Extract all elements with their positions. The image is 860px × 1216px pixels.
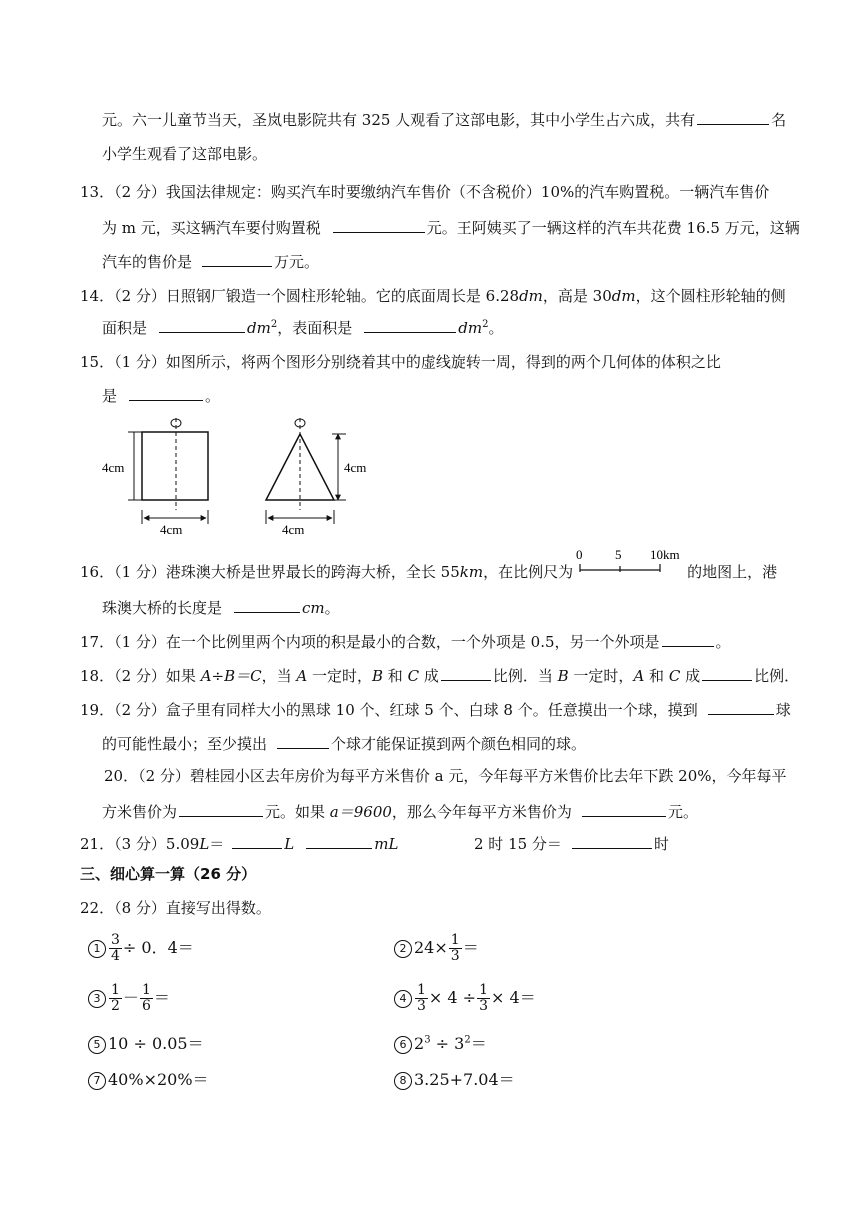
q13-line1: 13．（2 分）我国法律规定：购买汽车时要缴纳汽车售价（不含税价）10%的汽车购置税。一辆汽车售价 (80, 183, 770, 201)
q13-line3: 汽车的售价是 万元。 (102, 250, 319, 272)
q12-line2: 小学生观看了这部电影。 (102, 145, 268, 163)
scale-label-10km: 10km (650, 547, 680, 562)
q22-line: 22．（8 分）直接写出得数。 (80, 899, 271, 917)
q18-blank-1[interactable] (441, 664, 491, 681)
tri-height-label: 4cm (344, 460, 367, 475)
q18-line: 18．（2 分）如果 A÷B＝C，当 A 一定时，B 和 C 成 比例．当 B 一定时，A 和 C 成 比例． (80, 664, 799, 686)
q21-line: 21．（3 分）5.09L＝ L mL (80, 832, 398, 854)
question-number: 17． (80, 633, 115, 651)
q13-blank-2[interactable] (202, 250, 272, 267)
q17-line: 17．（1 分）在一个比例里两个内项的积是最小的合数，一个外项是 0.5，另一个外项是 。 (80, 630, 731, 652)
q16-line1: 16．（1 分）港珠澳大桥是世界最长的跨海大桥，全长 55km，在比例尺为 的地图上，港 (80, 563, 778, 581)
calc-item-5: 5 10 ÷ 0.05＝ (88, 1026, 204, 1062)
q16-blank[interactable] (234, 596, 300, 613)
q21-blank-2[interactable] (306, 832, 372, 849)
scale-label-5: 5 (615, 547, 622, 562)
calc-item-6: 6 $2^3 \div 3^2=$ (394, 1026, 487, 1062)
q14-line1: 14．（2 分）日照钢厂锻造一个圆柱形轮轴。它的底面周长是 6.28dm，高是 30dm，这个圆柱形轮轴的侧 (80, 287, 786, 305)
question-number: 13． (80, 183, 115, 201)
q15-line2: 是 。 (102, 384, 220, 406)
q21-blank-3[interactable] (572, 832, 652, 849)
section-heading: 三、细心算一算（26 分） (80, 865, 257, 883)
question-number: 15． (80, 353, 115, 371)
rectangle-shape (142, 432, 208, 500)
question-number: 20． (104, 767, 139, 785)
question-number: 22． (80, 899, 115, 917)
q13-line2: 为 m 元，买这辆汽车要付购置税 元。王阿姨买了一辆这样的汽车共花费 16.5 万元，这辆 (102, 216, 800, 238)
q17-blank[interactable] (662, 630, 714, 647)
calc-item-8: 8 3.25+7.04＝ (394, 1062, 515, 1098)
question-number: 18． (80, 667, 115, 685)
q14-line2: 面积是 $dm^2$，表面积是 $dm^2$。 (102, 316, 503, 338)
question-number: 16． (80, 563, 115, 581)
rect-width-label: 4cm (160, 522, 183, 537)
q20-line2: 方米售价为 元。如果 a＝9600，那么今年每平方米售价为 元。 (102, 800, 698, 822)
q19-blank-2[interactable] (277, 732, 329, 749)
calc-item-4: 4 $\frac{1}{3}$ × 4 ÷ $\frac{1}{3}$ × 4＝ (394, 980, 536, 1016)
q20-line1: 20．（2 分）碧桂园小区去年房价为每平方米售价 a 元，今年每平方米售价比去年下跌 20%，今年每平 (104, 767, 787, 785)
q14-blank-1[interactable] (159, 316, 245, 333)
q20-blank-2[interactable] (582, 800, 666, 817)
q13-blank-1[interactable] (333, 216, 425, 233)
q21-blank-1[interactable] (232, 832, 282, 849)
calc-item-2: 2 24× $\frac{1}{3}$ ＝ (394, 930, 479, 966)
rect-height-label: 4cm (102, 460, 125, 475)
question-number: 19． (80, 701, 115, 719)
calc-item-3: 3 $\frac{1}{2}$ － $\frac{1}{6}$ ＝ (88, 980, 170, 1016)
q19-blank-1[interactable] (708, 698, 774, 715)
q12-blank[interactable] (697, 108, 769, 125)
q15-line1: 15．（1 分）如图所示，将两个图形分别绕着其中的虚线旋转一周，得到的两个几何体的体积之比 (80, 353, 721, 371)
q15-figure (96, 412, 386, 538)
q18-blank-2[interactable] (702, 664, 752, 681)
question-number: 21． (80, 835, 115, 853)
calc-item-7: 7 40%×20%＝ (88, 1062, 209, 1098)
scale-bar (574, 546, 690, 578)
q19-line1: 19．（2 分）盒子里有同样大小的黑球 10 个、红球 5 个、白球 8 个。任意摸出一个球，摸到 球 (80, 698, 791, 720)
scale-label-0: 0 (576, 547, 583, 562)
question-number: 14． (80, 287, 115, 305)
calc-item-1: 1 $\frac{3}{4}$ ÷ 0．4＝ (88, 930, 194, 966)
q16-line2: 珠澳大桥的长度是 cm。 (102, 596, 340, 618)
tri-width-label: 4cm (282, 522, 305, 537)
q15-blank[interactable] (129, 384, 203, 401)
q12-line1: 元。六一儿童节当天，圣岚电影院共有 325 人观看了这部电影，其中小学生占六成，共有 名 (102, 108, 786, 130)
q14-blank-2[interactable] (364, 316, 456, 333)
q20-blank-1[interactable] (179, 800, 263, 817)
q19-line2: 的可能性最小；至少摸出 个球才能保证摸到两个颜色相同的球。 (102, 732, 586, 754)
q21-line-b: 2 时 15 分＝ 时 (474, 832, 669, 854)
